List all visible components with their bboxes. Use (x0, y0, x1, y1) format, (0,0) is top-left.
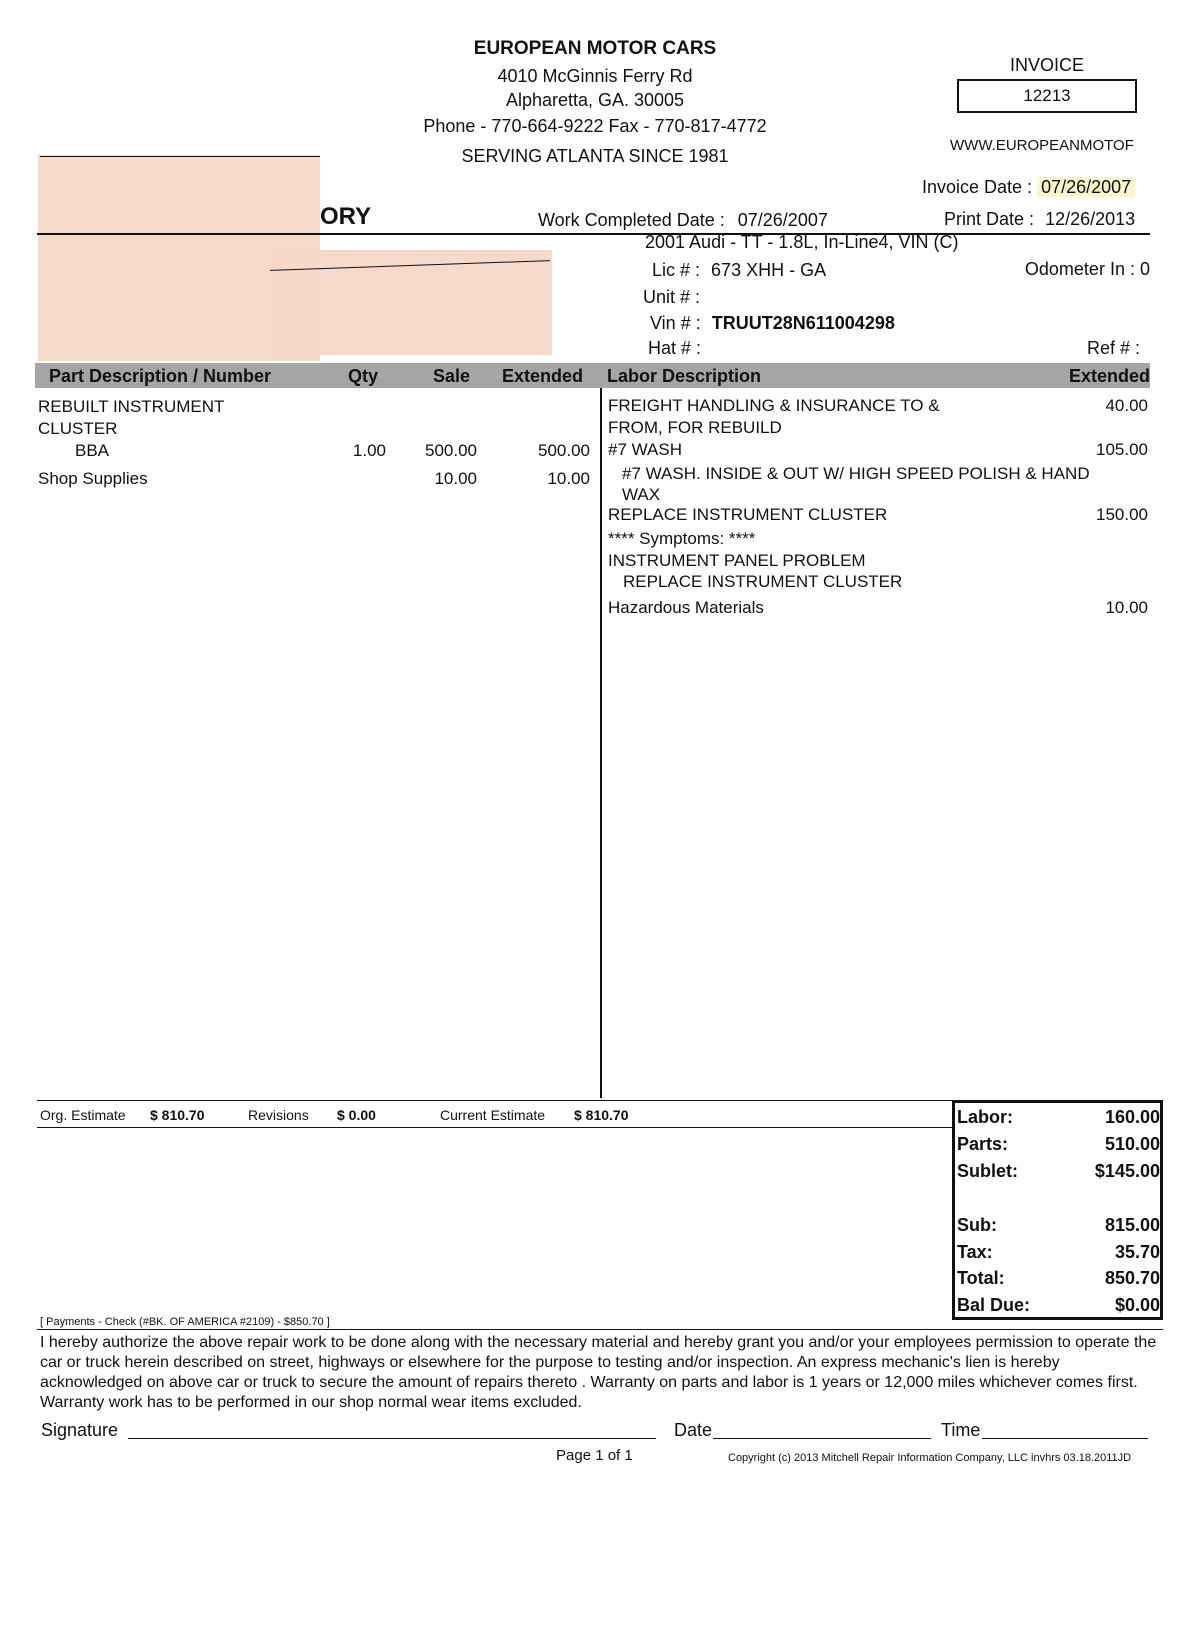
invoice-number-box (957, 79, 1137, 113)
labor-3-line1: REPLACE INSTRUMENT CLUSTER (608, 505, 888, 524)
total-total-label: Total: (957, 1268, 1005, 1288)
org-estimate-value: $ 810.70 (150, 1107, 205, 1123)
work-completed-label: Work Completed Date : (538, 210, 725, 230)
part-1-qty: 1.00 (352, 441, 386, 460)
vin-label: Vin # : (650, 313, 701, 333)
total-parts-value: 510.00 (1104, 1134, 1160, 1154)
company-name: EUROPEAN MOTOR CARS (473, 38, 717, 59)
col-header-labor-extended: Extended (1068, 366, 1150, 386)
ref-label: Ref # : (1086, 338, 1140, 358)
total-labor-value: 160.00 (1104, 1107, 1160, 1127)
labor-3-problem: INSTRUMENT PANEL PROBLEM (608, 551, 866, 570)
part-1-number: BBA (75, 441, 110, 460)
current-estimate-value: $ 810.70 (574, 1107, 629, 1123)
balance-due-label: Bal Due: (957, 1295, 1031, 1315)
redaction-edge-line (40, 156, 320, 157)
time-label: Time (941, 1420, 981, 1440)
terms-top-rule (37, 1329, 1163, 1330)
date-field[interactable] (713, 1438, 931, 1439)
labor-3-amount: 150.00 (1096, 505, 1148, 524)
part-1-description-line2: CLUSTER (38, 419, 118, 438)
odometer-value: 0 (1139, 259, 1150, 279)
header-rule (37, 233, 1150, 235)
copyright-notice: Copyright (c) 2013 Mitchell Repair Information Company, LLC invhrs 03.18.2011JD (728, 1452, 1132, 1464)
labor-1-line1: FREIGHT HANDLING & INSURANCE TO & (608, 396, 940, 415)
signature-label: Signature (41, 1420, 119, 1440)
estimate-top-rule (37, 1100, 954, 1101)
col-header-sale: Sale (433, 366, 471, 386)
lic-label: Lic # : (652, 260, 701, 280)
company-address-line2: Alpharetta, GA. 30005 (505, 90, 685, 110)
part-2-extended: 10.00 (547, 469, 590, 488)
authorization-terms: I hereby authorize the above repair work to be done along with the necessary material and hereby grant you and/or your employees permission to operate the car or truck herein described on street, highways or elsewhere for the purpose to testing and/or inspection. An express mechanic's lien is hereby acknowledged on above car or truck to secure the amount of repairs thereto . Warranty on parts and labor is 1 years or 12,000 miles whichever comes first. Warranty work has to be performed in our shop normal wear items excluded. (40, 1334, 1157, 1411)
total-parts-label: Parts: (957, 1134, 1009, 1154)
org-estimate-label: Org. Estimate (40, 1107, 126, 1123)
company-website: WWW.EUROPEANMOTOF (950, 137, 1134, 154)
labor-2-detail2: WAX (622, 485, 661, 504)
work-completed-date: 07/26/2007 (737, 210, 828, 230)
unit-label: Unit # : (643, 287, 701, 307)
vin-value: TRUUT28N611004298 (711, 313, 895, 333)
invoice-number: 12213 (1023, 86, 1071, 105)
total-total-value: 850.70 (1104, 1268, 1160, 1288)
company-address-line1: 4010 McGinnis Ferry Rd (497, 66, 693, 86)
col-header-qty: Qty (348, 366, 379, 386)
col-header-labor-description: Labor Description (607, 366, 762, 386)
page-number: Page 1 of 1 (556, 1447, 633, 1464)
balance-due-value: $0.00 (1114, 1295, 1160, 1315)
part-2-description: Shop Supplies (38, 469, 148, 488)
current-estimate-label: Current Estimate (440, 1107, 546, 1123)
part-2-sale: 10.00 (434, 469, 477, 488)
revisions-label: Revisions (248, 1107, 309, 1123)
estimate-bottom-rule (37, 1127, 954, 1128)
total-sub-value: 815.00 (1104, 1215, 1160, 1235)
total-sublet-value: $145.00 (1094, 1161, 1160, 1181)
print-date-label: Print Date : (944, 209, 1035, 229)
invoice-date: 07/26/2007 (1037, 177, 1135, 197)
payment-note: [ Payments - Check (#BK. OF AMERICA #2109) - $850.70 ] (40, 1316, 330, 1328)
vehicle-description: 2001 Audi - TT - 1.8L, In-Line4, VIN (C) (645, 232, 959, 252)
total-tax-label: Tax: (957, 1242, 993, 1262)
part-1-extended: 500.00 (538, 441, 590, 460)
invoice-label: INVOICE (1009, 55, 1084, 75)
total-tax-value: 35.70 (1114, 1242, 1160, 1262)
date-label: Date (674, 1420, 713, 1440)
labor-3-symptoms: **** Symptoms: **** (608, 529, 756, 548)
hat-label: Hat # : (648, 338, 702, 358)
company-slogan: SERVING ATLANTA SINCE 1981 (461, 146, 729, 166)
labor-3-fix: REPLACE INSTRUMENT CLUSTER (623, 572, 903, 591)
part-1-description-line1: REBUILT INSTRUMENT (38, 397, 225, 416)
signature-field[interactable] (128, 1438, 656, 1439)
total-sublet-label: Sublet: (957, 1161, 1018, 1181)
lic-value: 673 XHH - GA (711, 260, 827, 280)
odometer-label: Odometer In : (1024, 259, 1135, 279)
labor-2-amount: 105.00 (1096, 440, 1148, 459)
labor-4-line1: Hazardous Materials (608, 598, 764, 617)
time-field[interactable] (982, 1438, 1148, 1439)
history-title-fragment: ORY (320, 203, 372, 230)
company-phone-fax: Phone - 770-664-9222 Fax - 770-817-4772 (423, 116, 767, 136)
total-labor-label: Labor: (957, 1107, 1013, 1127)
labor-1-amount: 40.00 (1105, 396, 1148, 415)
column-divider (600, 388, 602, 1098)
invoice-date-label: Invoice Date : (922, 177, 1033, 197)
revisions-value: $ 0.00 (337, 1107, 376, 1123)
labor-2-detail1: #7 WASH. INSIDE & OUT W/ HIGH SPEED POLISH & HAND (622, 464, 1090, 483)
print-date: 12/26/2013 (1045, 209, 1136, 229)
part-1-sale: 500.00 (425, 441, 477, 460)
labor-2-line1: #7 WASH (608, 440, 683, 459)
labor-1-line2: FROM, FOR REBUILD (608, 418, 782, 437)
col-header-part-description: Part Description / Number (49, 366, 272, 386)
col-header-extended: Extended (502, 366, 584, 386)
total-sub-label: Sub: (957, 1215, 997, 1235)
labor-4-amount: 10.00 (1105, 598, 1148, 617)
